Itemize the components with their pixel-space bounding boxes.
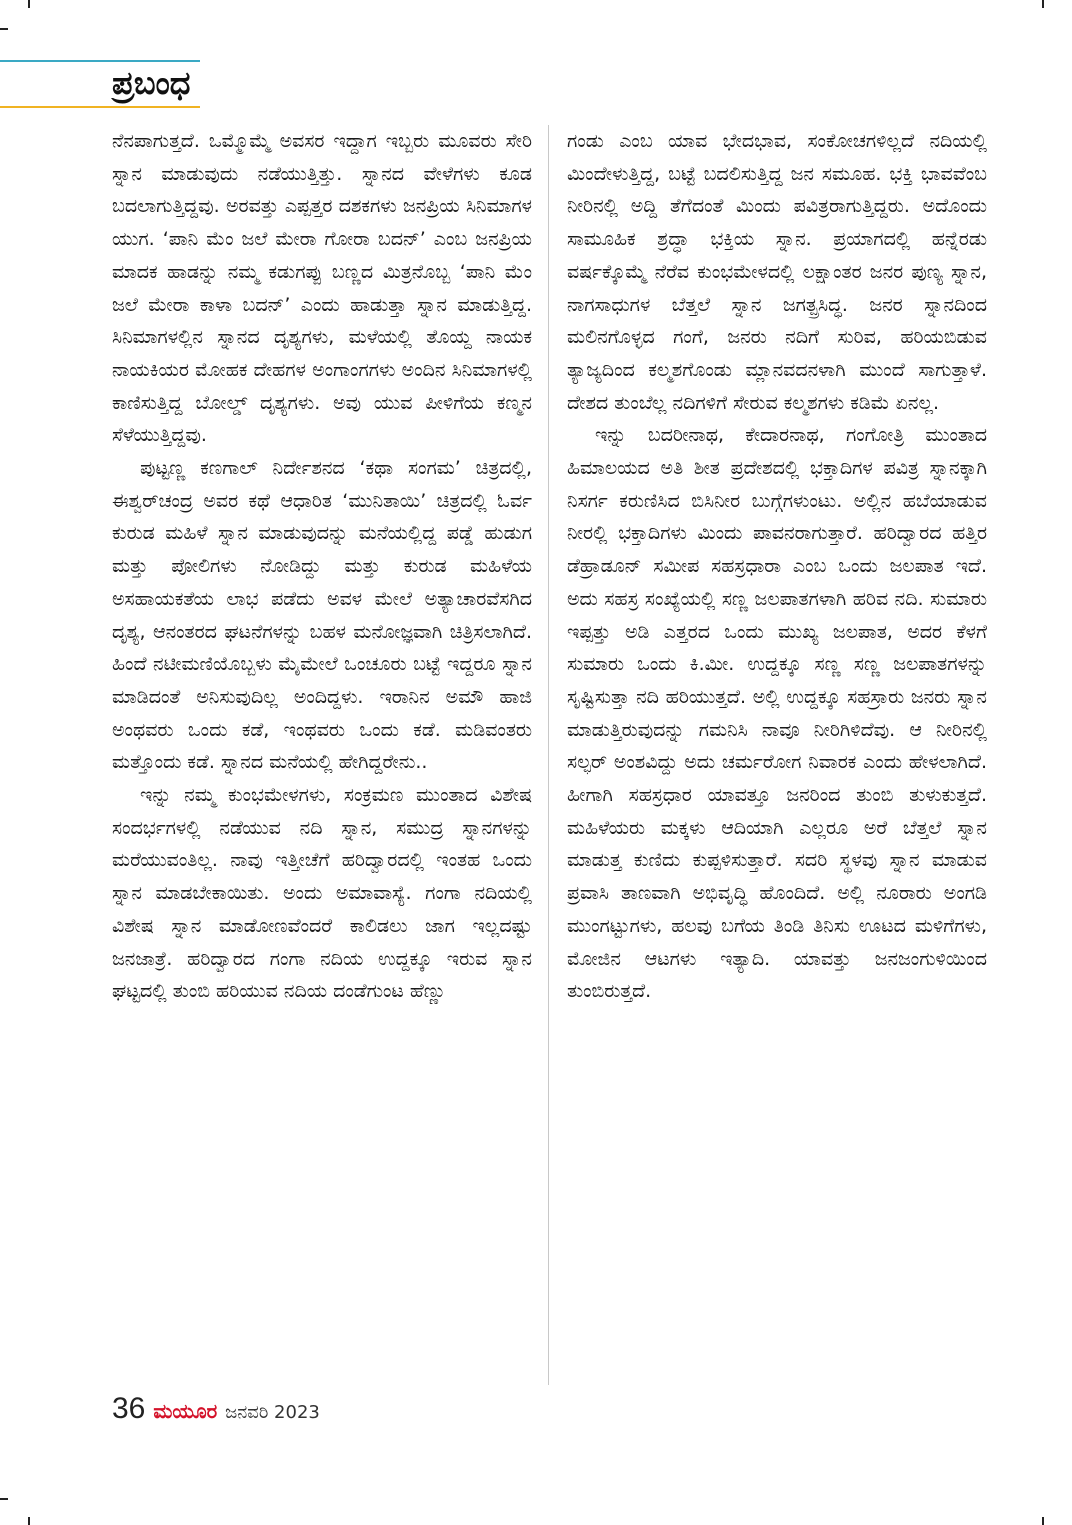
paragraph: ಇನ್ನು ಬದರೀನಾಥ, ಕೇದಾರನಾಥ, ಗಂಗೋತ್ರಿ ಮುಂತಾದ ಹಿಮಾಲಯದ ಅತಿ ಶೀತ ಪ್ರದೇಶದಲ್ಲಿ ಭಕ್ತಾದಿಗಳ ಪವಿತ್ರ ಸ್ನಾನಕ್ಕಾಗಿ ನಿಸರ್ಗ ಕರುಣಿಸಿದ ಬಿಸಿನೀರ ಬುಗ್ಗೆಗಳುಂಟು. ಅಲ್ಲಿನ ಹಬೆಯಾಡುವ ನೀರಲ್ಲಿ ಭಕ್ತಾದಿಗಳು ಮಿಂದು ಪಾವನರಾಗುತ್ತಾರೆ. ಹರಿದ್ವಾರದ ಹತ್ತಿರ ಡೆಹ್ರಾಡೂನ್ ಸಮೀಪ ಸಹಸ್ರಧಾರಾ ಎಂಬ ಒಂದು ಜಲಪಾತ ಇದೆ. ಅದು ಸಹಸ್ರ ಸಂಖ್ಯೆಯಲ್ಲಿ ಸಣ್ಣ ಜಲಪಾತಗಳಾಗಿ ಹರಿವ ನದಿ. ಸುಮಾರು ಇಪ್ಪತ್ತು ಅಡಿ ಎತ್ತರದ ಒಂದು ಮುಖ್ಯ ಜಲಪಾತ, ಅದರ ಕೆಳಗೆ ಸುಮಾರು ಒಂದು ಕಿ.ಮೀ. ಉದ್ದಕ್ಕೂ ಸಣ್ಣ ಸಣ್ಣ ಜಲಪಾತಗಳನ್ನು ಸೃಷ್ಟಿಸುತ್ತಾ ನದಿ ಹರಿಯುತ್ತದೆ. ಅಲ್ಲಿ ಉದ್ದಕ್ಕೂ ಸಹಸ್ರಾರು ಜನರು ಸ್ನಾನ ಮಾಡುತ್ತಿರುವುದನ್ನು ಗಮನಿಸಿ ನಾವೂ ನೀರಿಗಿಳಿದೆವು. ಆ ನೀರಿನಲ್ಲಿ ಸಲ್ಫರ್ ಅಂಶವಿದ್ದು ಅದು ಚರ್ಮರೋಗ ನಿವಾರಕ ಎಂದು ಹೇಳಲಾಗಿದೆ. ಹೀಗಾಗಿ ಸಹಸ್ರಧಾರ ಯಾವತ್ತೂ ಜನರಿಂದ ತುಂಬಿ ತುಳುಕುತ್ತದೆ. ಮಹಿಳೆಯರು ಮಕ್ಕಳು ಆದಿಯಾಗಿ ಎಲ್ಲರೂ ಅರೆ ಬೆತ್ತಲೆ ಸ್ನಾನ ಮಾಡುತ್ತ ಕುಣಿದು ಕುಪ್ಪಳಿಸುತ್ತಾರೆ. ಸದರಿ ಸ್ಥಳವು ಸ್ನಾನ ಮಾಡುವ ಪ್ರವಾಸಿ ತಾಣವಾಗಿ ಅಭಿವೃದ್ಧಿ ಹೊಂದಿದೆ. ಅಲ್ಲಿ ನೂರಾರು ಅಂಗಡಿ ಮುಂಗಟ್ಟುಗಳು, ಹಲವು ಬಗೆಯ ತಿಂಡಿ ತಿನಿಸು ಊಟದ ಮಳಿಗೆಗಳು, ಮೋಜಿನ ಆಟಗಳು ಇತ್ಯಾದಿ. ಯಾವತ್ತು ಜನಜಂಗುಳಿಯಿಂದ ತುಂಬಿರುತ್ತದೆ. — [567, 424, 987, 1003]
paragraph: ಗಂಡು ಎಂಬ ಯಾವ ಭೇದಭಾವ, ಸಂಕೋಚಗಳಿಲ್ಲದೆ ನದಿಯಲ್ಲಿ ಮಿಂದೇಳುತ್ತಿದ್ದ, ಬಟ್ಟೆ ಬದಲಿಸುತ್ತಿದ್ದ ಜನ ಸಮೂಹ. ಭಕ್ತಿ ಭಾವವೆಂಬ ನೀರಿನಲ್ಲಿ ಅದ್ದಿ ತೆಗೆದಂತೆ ಮಿಂದು ಪವಿತ್ರರಾಗುತ್ತಿದ್ದರು. ಅದೊಂದು ಸಾಮೂಹಿಕ ಶ್ರದ್ಧಾ ಭಕ್ತಿಯ ಸ್ನಾನ. ಪ್ರಯಾಗದಲ್ಲಿ ಹನ್ನೆರಡು ವರ್ಷಕ್ಕೊಮ್ಮೆ ನೆರೆವ ಕುಂಭಮೇಳದಲ್ಲಿ ಲಕ್ಷಾಂತರ ಜನರ ಪುಣ್ಯ ಸ್ನಾನ, ನಾಗಸಾಧುಗಳ ಬೆತ್ತಲೆ ಸ್ನಾನ ಜಗತ್ಪ್ರಸಿದ್ಧ. ಜನರ ಸ್ನಾನದಿಂದ ಮಲಿನಗೊಳ್ಳದ ಗಂಗೆ, ಜನರು ನದಿಗೆ ಸುರಿವ, ಹರಿಯಬಿಡುವ ತ್ಯಾಜ್ಯದಿಂದ ಕಲ್ಮಶಗೊಂಡು ಮ್ಲಾನವದನಳಾಗಿ ಮುಂದೆ ಸಾಗುತ್ತಾಳೆ. ದೇಶದ ತುಂಬೆಲ್ಲ ನದಿಗಳಿಗೆ ಸೇರುವ ಕಲ್ಮಶಗಳು ಕಡಿಮೆ ಏನಲ್ಲ. — [567, 130, 987, 414]
crop-mark-top-left — [28, 0, 30, 8]
crop-mark-left-lower — [0, 1498, 8, 1500]
column-divider — [548, 125, 549, 1385]
crop-mark-bottom-left — [28, 1517, 30, 1525]
page-footer — [112, 1392, 320, 1432]
section-title: ಪ್ರಬಂಧ — [112, 64, 191, 102]
crop-mark-top-right — [1042, 0, 1044, 8]
article-column-right — [567, 125, 987, 1385]
paragraph: ಪುಟ್ಟಣ್ಣ ಕಣಗಾಲ್ ನಿರ್ದೇಶನದ ‘ಕಥಾ ಸಂಗಮ’ ಚಿತ್ರದಲ್ಲಿ, ಈಶ್ವರ್‌ಚಂದ್ರ ಅವರ ಕಥೆ ಆಧಾರಿತ ‘ಮುನಿತಾಯಿ’ ಚಿತ್ರದಲ್ಲಿ ಓರ್ವ ಕುರುಡ ಮಹಿಳೆ ಸ್ನಾನ ಮಾಡುವುದನ್ನು ಮನೆಯಲ್ಲಿದ್ದ ಪಡ್ಡೆ ಹುಡುಗ ಮತ್ತು ಪೋಲಿಗಳು ನೋಡಿದ್ದು ಮತ್ತು ಕುರುಡ ಮಹಿಳೆಯ ಅಸಹಾಯಕತೆಯ ಲಾಭ ಪಡೆದು ಅವಳ ಮೇಲೆ ಅತ್ಯಾಚಾರವೆಸಗಿದ ದೃಶ್ಯ, ಆನಂತರದ ಘಟನೆಗಳನ್ನು ಬಹಳ ಮನೋಜ್ಞವಾಗಿ ಚಿತ್ರಿಸಲಾಗಿದೆ. ಹಿಂದೆ ನಟೀಮಣಿಯೊಬ್ಬಳು ಮೈಮೇಲೆ ಒಂಚೂರು ಬಟ್ಟೆ ಇದ್ದರೂ ಸ್ನಾನ ಮಾಡಿದಂತೆ ಅನಿಸುವುದಿಲ್ಲ ಅಂದಿದ್ದಳು. ಇರಾನಿನ ಅಮೌ ಹಾಜಿ ಅಂಥವರು ಒಂದು ಕಡೆ, ಇಂಥವರು ಒಂದು ಕಡೆ. ಮಡಿವಂತರು ಮತ್ತೊಂದು ಕಡೆ. ಸ್ನಾನದ ಮನೆಯಲ್ಲಿ ಹೇಗಿದ್ದರೇನು.. — [112, 457, 532, 774]
crop-mark-bottom-right — [1042, 1517, 1044, 1525]
header-rule-teal — [0, 60, 200, 62]
magazine-logo: ಮಯೂರ — [153, 1399, 218, 1423]
header-rule-yellow — [0, 106, 200, 108]
issue-date: ಜನವರಿ 2023 — [225, 1402, 320, 1423]
paragraph: ನೆನಪಾಗುತ್ತದೆ. ಒಮ್ಮೊಮ್ಮೆ ಅವಸರ ಇದ್ದಾಗ ಇಬ್ಬರು ಮೂವರು ಸೇರಿ ಸ್ನಾನ ಮಾಡುವುದು ನಡೆಯುತ್ತಿತ್ತು. ಸ್ನಾನದ ವೇಳೆಗಳು ಕೂಡ ಬದಲಾಗುತ್ತಿದ್ದವು. ಅರವತ್ತು ಎಪ್ಪತ್ತರ ದಶಕಗಳು ಜನಪ್ರಿಯ ಸಿನಿಮಾಗಳ ಯುಗ. ‘ಪಾನಿ ಮೆಂ ಜಲೆ ಮೇರಾ ಗೋರಾ ಬದನ್’ ಎಂಬ ಜನಪ್ರಿಯ ಮಾದಕ ಹಾಡನ್ನು ನಮ್ಮ ಕಡುಗಪ್ಪು ಬಣ್ಣದ ಮಿತ್ರನೊಬ್ಬ ‘ಪಾನಿ ಮೆಂ ಜಲೆ ಮೇರಾ ಕಾಳಾ ಬದನ್’ ಎಂದು ಹಾಡುತ್ತಾ ಸ್ನಾನ ಮಾಡುತ್ತಿದ್ದ. ಸಿನಿಮಾಗಳಲ್ಲಿನ ಸ್ನಾನದ ದೃಶ್ಯಗಳು, ಮಳೆಯಲ್ಲಿ ತೊಯ್ದ ನಾಯಕ ನಾಯಕಿಯರ ಮೋಹಕ ದೇಹಗಳ ಅಂಗಾಂಗಗಳು ಅಂದಿನ ಸಿನಿಮಾಗಳಲ್ಲಿ ಕಾಣಿಸುತ್ತಿದ್ದ ಬೋಲ್ಡ್ ದೃಶ್ಯಗಳು. ಅವು ಯುವ ಪೀಳಿಗೆಯ ಕಣ್ಮನ ಸೆಳೆಯುತ್ತಿದ್ದವು. — [112, 130, 532, 447]
article-column-left — [112, 125, 532, 1385]
page-number: 36 — [112, 1392, 146, 1425]
crop-mark-left-upper — [0, 28, 8, 30]
paragraph: ಇನ್ನು ನಮ್ಮ ಕುಂಭಮೇಳಗಳು, ಸಂಕ್ರಮಣ ಮುಂತಾದ ವಿಶೇಷ ಸಂದರ್ಭಗಳಲ್ಲಿ ನಡೆಯುವ ನದಿ ಸ್ನಾನ, ಸಮುದ್ರ ಸ್ನಾನಗಳನ್ನು ಮರೆಯುವಂತಿಲ್ಲ. ನಾವು ಇತ್ತೀಚೆಗೆ ಹರಿದ್ವಾರದಲ್ಲಿ ಇಂತಹ ಒಂದು ಸ್ನಾನ ಮಾಡಬೇಕಾಯಿತು. ಅಂದು ಅಮಾವಾಸ್ಯೆ. ಗಂಗಾ ನದಿಯಲ್ಲಿ ವಿಶೇಷ ಸ್ನಾನ ಮಾಡೋಣವೆಂದರೆ ಕಾಲಿಡಲು ಜಾಗ ಇಲ್ಲದಷ್ಟು ಜನಜಾತ್ರೆ. ಹರಿದ್ವಾರದ ಗಂಗಾ ನದಿಯ ಉದ್ದಕ್ಕೂ ಇರುವ ಸ್ನಾನ ಘಟ್ಟದಲ್ಲಿ ತುಂಬಿ ಹರಿಯುವ ನದಿಯ ದಂಡೆಗುಂಟ ಹೆಣ್ಣು — [112, 784, 532, 1003]
